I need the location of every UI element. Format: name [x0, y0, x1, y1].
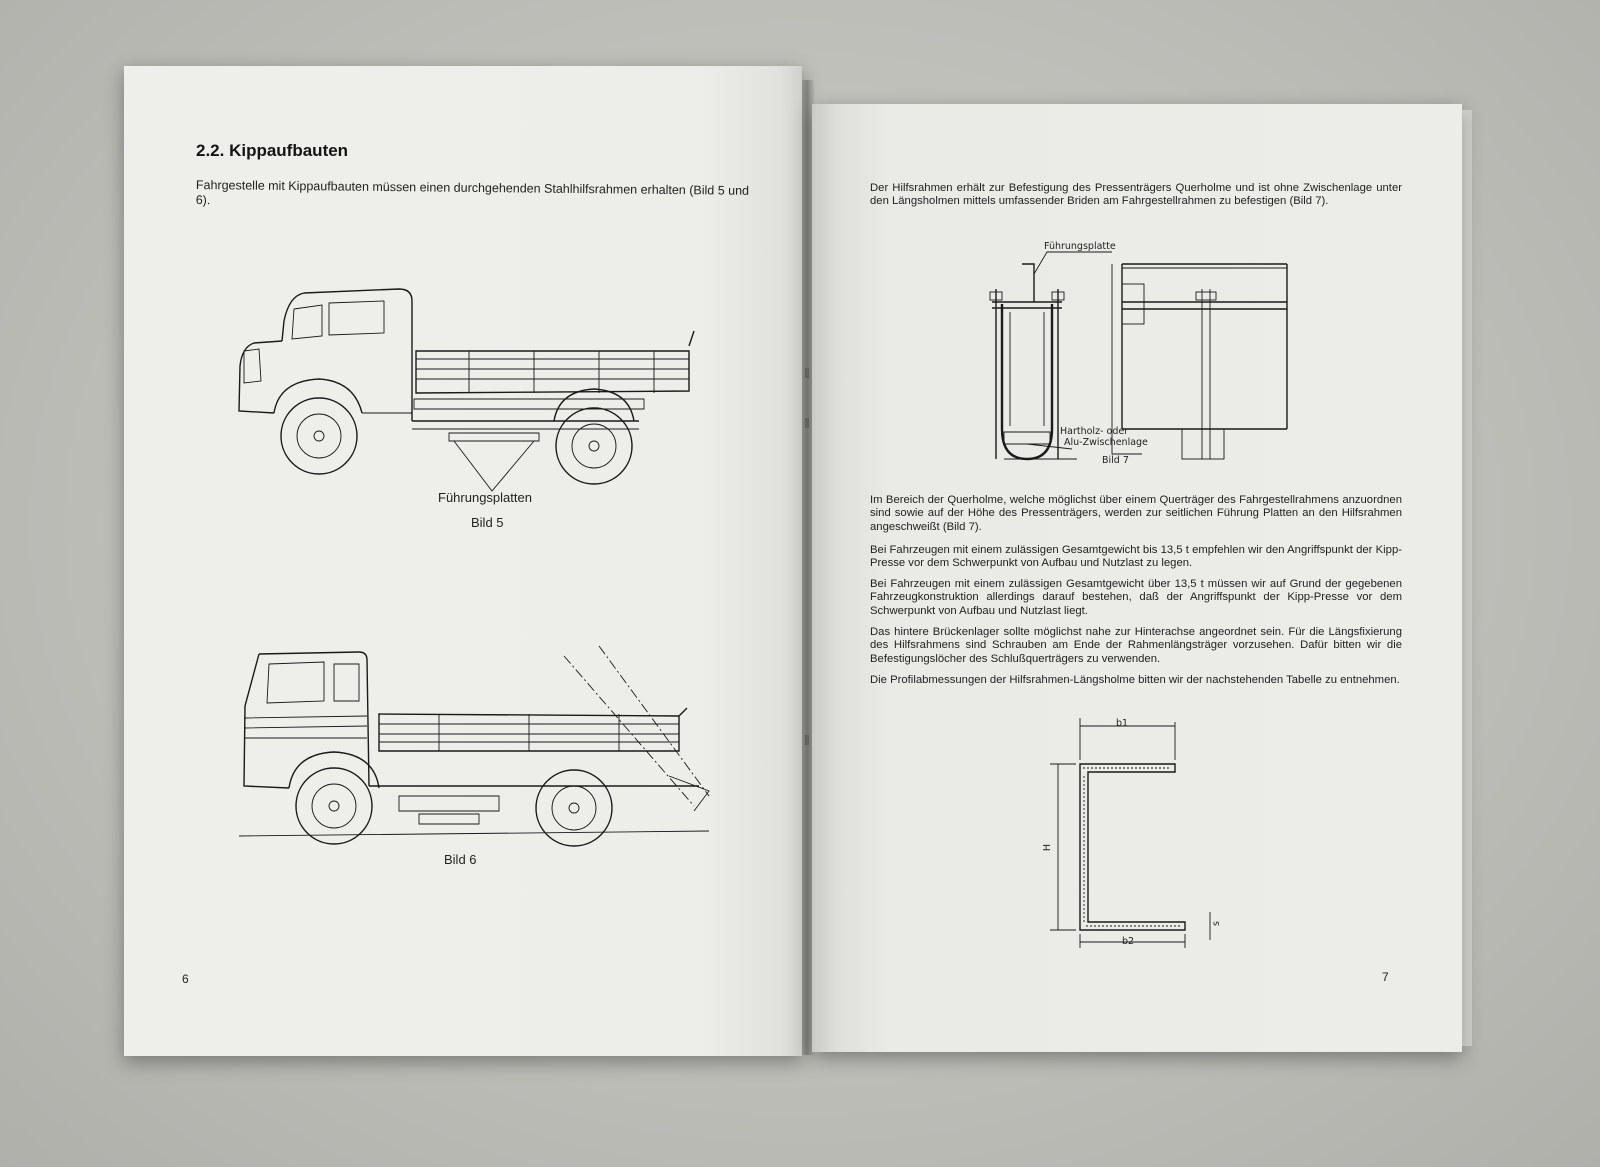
right-page	[812, 104, 1462, 1052]
paragraph-5: Das hintere Brückenlager sollte möglichst nahe zur Hinterachse angeordnet sein. Für die Längsfixierung des Hilfsrahmens sind Schrauben am Ende der Rahmenlängsträger vorzusehen. Dafür bitten wir die Befestigungslöcher des Schlußquerträgers zu verwenden.	[870, 626, 1402, 665]
page-number-right: 7	[1382, 970, 1389, 984]
page-number-left: 6	[182, 972, 189, 986]
staple	[805, 735, 809, 745]
truck-drawing-bild5	[234, 281, 714, 481]
intro-text: Fahrgestelle mit Kippaufbauten müssen einen durchgehenden Stahlhilfsrahmen erhalten (Bild 5 und 6).	[195, 178, 750, 208]
staple	[805, 418, 809, 428]
paragraph-6: Die Profilabmessungen der Hilfsrahmen-Längsholme bitten wir der nachstehenden Tabelle zu entnehmen.	[870, 674, 1400, 686]
truck-drawing-bild6	[239, 646, 719, 846]
left-page	[124, 66, 802, 1056]
fig7-caption: Bild 7	[1102, 455, 1129, 466]
fig7-label-pad-2: Alu-Zwischenlage	[1064, 437, 1148, 448]
dim-s-label: s	[1210, 921, 1222, 926]
paragraph-1: Der Hilfsrahmen erhält zur Befestigung des Pressenträgers Querholme und ist ohne Zwischenlage unter den Längsholmen mittels umfassender Briden am Fahrgestellrahmen zu befestigen (Bild 7).	[870, 182, 1402, 208]
paragraph-4: Bei Fahrzeugen mit einem zulässigen Gesamtgewicht über 13,5 t müssen wir auf Grund der gegebenen Fahrzeugkonstruktion allerdings darauf bestehen, daß der Angriffspunkt der Kipp-Presse vor dem Schwerpunkt von Aufbau und Nutzlast liegt.	[870, 578, 1402, 617]
fig7-label-pad-1: Hartholz- oder	[1060, 426, 1129, 437]
dim-b1-label: b1	[1116, 718, 1129, 729]
staple	[805, 368, 809, 378]
fig5-label: Führungsplatten	[438, 490, 532, 505]
fig5-caption: Bild 5	[471, 515, 504, 530]
paragraph-3: Bei Fahrzeugen mit einem zulässigen Gesamtgewicht bis 13,5 t empfehlen wir den Angriffspunkt der Kipp-Presse vor dem Schwerpunkt von Aufbau und Nutzlast zu legen.	[870, 544, 1402, 570]
fig7-label-guide-plate: Führungsplatte	[1044, 241, 1116, 252]
fig6-caption: Bild 6	[444, 852, 477, 867]
paragraph-2: Im Bereich der Querholme, welche möglichst über einem Querträger des Fahrgestellrahmens anzuordnen sind sowie auf der Höhe des Pressenträgers, werden zur seitlichen Führung Platten an den Hilfsrahmen angeschweißt (Bild 7).	[870, 494, 1402, 533]
dim-h-label: H	[1042, 843, 1054, 852]
dim-b2-label: b2	[1122, 936, 1135, 947]
section-heading: 2.2. Kippaufbauten	[196, 141, 349, 160]
